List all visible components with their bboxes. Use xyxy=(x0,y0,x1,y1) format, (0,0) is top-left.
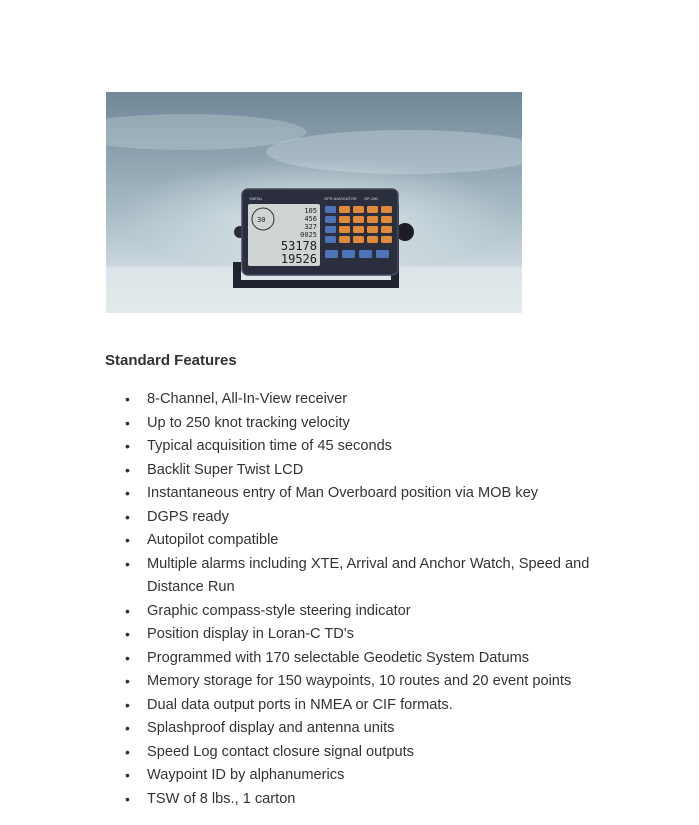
feature-list-item: • Typical acquisition time of 45 seconds xyxy=(105,435,605,459)
feature-list-item: • 8-Channel, All-In-View receiver xyxy=(105,388,605,412)
brand-mark: YAESU xyxy=(249,196,263,201)
svg-text:30: 30 xyxy=(257,216,266,224)
gps-unit xyxy=(242,189,398,275)
feature-list-item: • Speed Log contact closure signal outputs xyxy=(105,741,605,765)
feature-list-item: • Multiple alarms including XTE, Arrival and Anchor Watch, Speed and Distance Run xyxy=(105,553,605,600)
lcd-readout-3: 327 xyxy=(304,223,317,231)
lcd-readout-5: 53178 xyxy=(280,239,317,253)
feature-list-item: • Graphic compass-style steering indicator xyxy=(105,600,605,624)
feature-list-item: • Memory storage for 150 waypoints, 10 routes and 20 event points xyxy=(105,670,605,694)
feature-list-item: • Up to 250 knot tracking velocity xyxy=(105,412,605,436)
feature-list-item: • Splashproof display and antenna units xyxy=(105,717,605,741)
lcd-readout-4: 0025 xyxy=(300,231,317,239)
feature-list-item: • Instantaneous entry of Man Overboard position via MOB key xyxy=(105,482,605,506)
feature-list-item: • Position display in Loran-C TD's xyxy=(105,623,605,647)
feature-list-item: • DGPS ready xyxy=(105,506,605,530)
product-image xyxy=(106,92,522,313)
feature-list-item: • Backlit Super Twist LCD xyxy=(105,459,605,483)
feature-list xyxy=(105,388,605,811)
feature-list-item: • Dual data output ports in NMEA or CIF formats. xyxy=(105,694,605,718)
feature-list-item: • TSW of 8 lbs., 1 carton xyxy=(105,788,605,812)
panel-title: GPS NAVIGATOR xyxy=(324,196,357,201)
lcd-readout-6: 19526 xyxy=(280,252,317,266)
lcd-readout-2: 456 xyxy=(304,215,317,223)
lcd-readout-1: 105 xyxy=(304,207,317,215)
model-label: GP-150 xyxy=(364,196,378,201)
feature-list-item: • Waypoint ID by alphanumerics xyxy=(105,764,605,788)
feature-list-item: • Autopilot compatible xyxy=(105,529,605,553)
feature-list-item: • Programmed with 170 selectable Geodetic System Datums xyxy=(105,647,605,671)
section-heading: Standard Features xyxy=(105,352,237,369)
